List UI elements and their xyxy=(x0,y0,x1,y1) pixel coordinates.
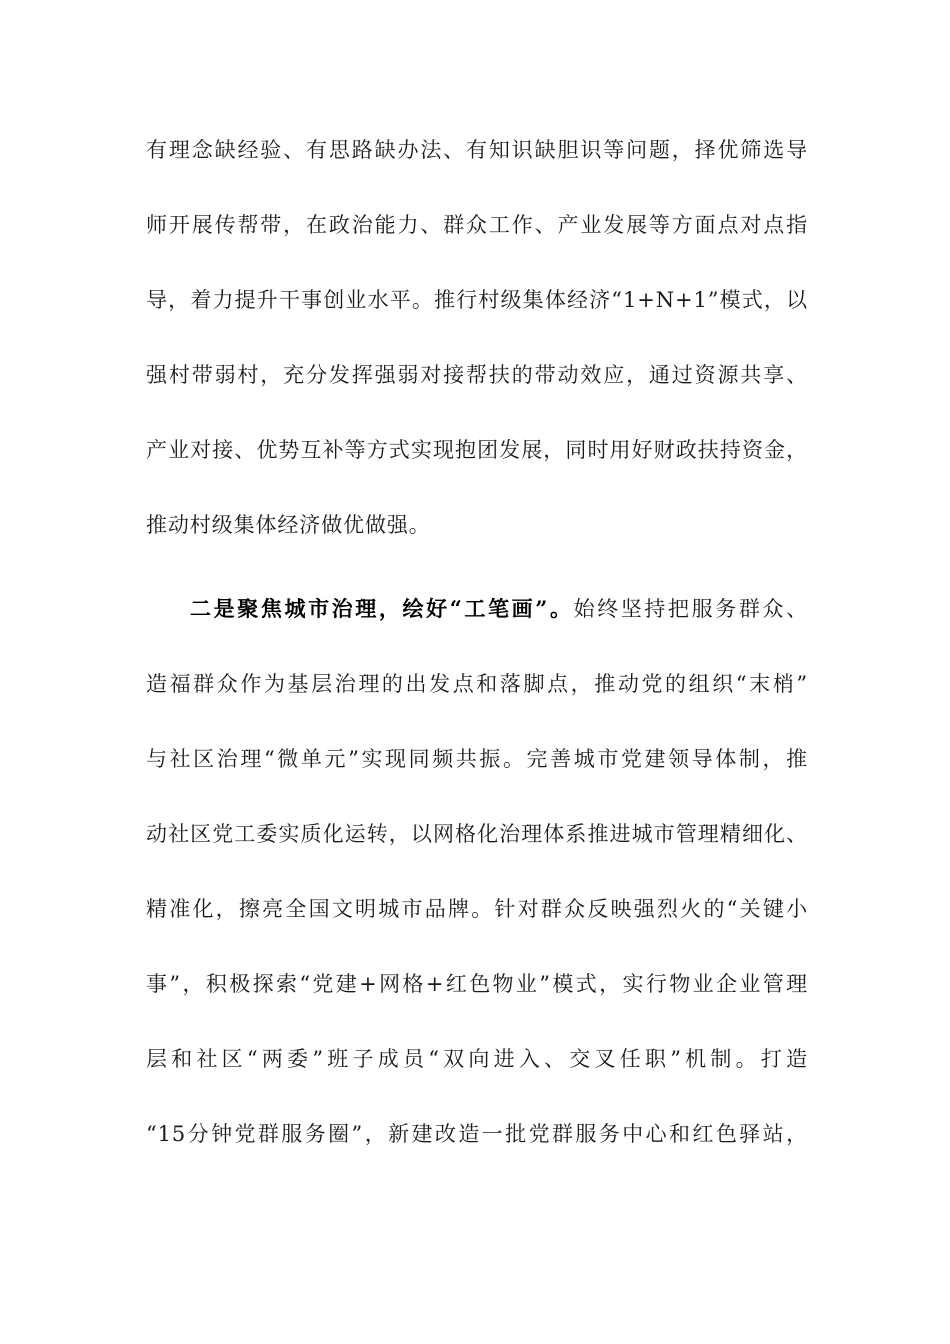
paragraph2-line-4: 动社区党工委实质化运转，以网格化治理体系推进城市管理精细化、 xyxy=(146,822,808,846)
paragraph2-first-line-text: 始终坚持把服务群众、 xyxy=(573,597,808,621)
paragraph1-line-6: 推动村级集体经济做优做强。 xyxy=(146,513,431,537)
paragraph2-line-6: 事”，积极探索“党建+网格+红色物业”模式，实行物业企业管理 xyxy=(146,972,808,996)
paragraph2-line-8: “15分钟党群服务圈”，新建改造一批党群服务中心和红色驿站， xyxy=(146,1122,808,1146)
paragraph2-first-line xyxy=(190,595,808,623)
paragraph1-line-3: 导，着力提升干事创业水平。推行村级集体经济“1+N+1”模式，以 xyxy=(146,288,808,312)
paragraph1-line-2: 师开展传帮带，在政治能力、群众工作、产业发展等方面点对点指 xyxy=(146,213,808,237)
paragraph2-line-5: 精准化，擦亮全国文明城市品牌。针对群众反映强烈火的“关键小 xyxy=(146,897,808,921)
paragraph2-line-2: 造福群众作为基层治理的出发点和落脚点，推动党的组织“末梢” xyxy=(146,672,808,696)
paragraph1-line-4: 强村带弱村，充分发挥强弱对接帮扶的带动效应，通过资源共享、 xyxy=(146,363,808,387)
paragraph1-line-1: 有理念缺经验、有思路缺办法、有知识缺胆识等问题，择优筛选导 xyxy=(146,138,808,162)
paragraph1-line-5: 产业对接、优势互补等方式实现抱团发展，同时用好财政扶持资金， xyxy=(146,438,808,462)
paragraph2-line-3: 与社区治理“微单元”实现同频共振。完善城市党建领导体制，推 xyxy=(146,747,808,771)
section-heading: 二是聚焦城市治理，绘好“工笔画”。 xyxy=(190,596,574,621)
paragraph2-line-7: 层和社区“两委”班子成员“双向进入、交叉任职”机制。打造 xyxy=(146,1047,808,1071)
